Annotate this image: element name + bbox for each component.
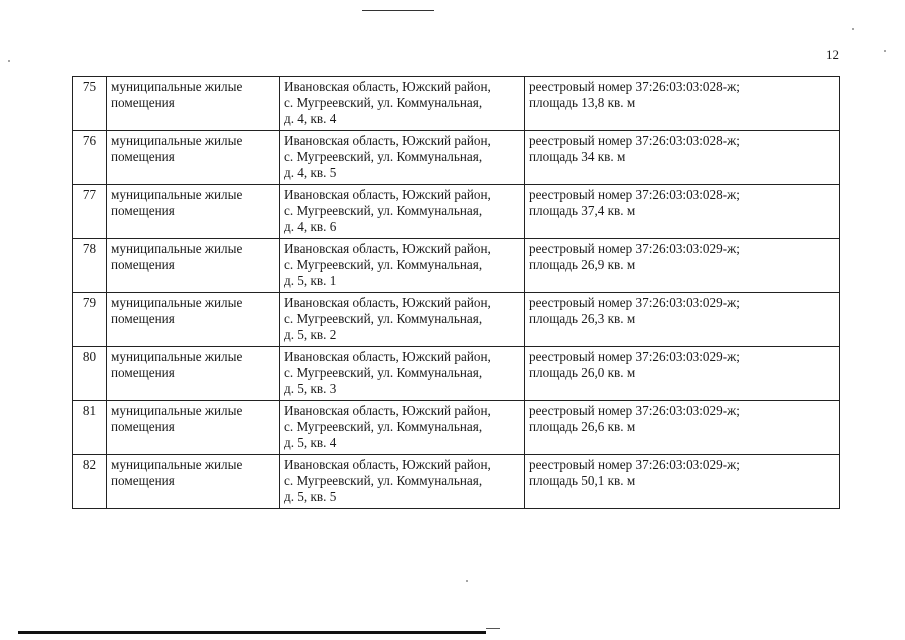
bottom-rule — [18, 631, 486, 634]
property-details: реестровый номер 37:26:03:03:029-ж; площадь 50,1 кв. м — [525, 455, 840, 509]
property-type: муниципальные жилые помещения — [107, 77, 280, 131]
property-address: Ивановская область, Южский район, с. Мугреевский, ул. Коммунальная, д. 5, кв. 1 — [280, 239, 525, 293]
row-number: 81 — [73, 401, 107, 455]
property-type: муниципальные жилые помещения — [107, 347, 280, 401]
property-details: реестровый номер 37:26:03:03:028-ж; площадь 37,4 кв. м — [525, 185, 840, 239]
table-row — [73, 401, 840, 455]
row-number: 75 — [73, 77, 107, 131]
table-row — [73, 131, 840, 185]
scan-speck — [8, 60, 10, 62]
table-row — [73, 239, 840, 293]
page-number: 12 — [826, 47, 839, 62]
bottom-rule-fragment — [486, 628, 500, 629]
row-number: 80 — [73, 347, 107, 401]
property-type: муниципальные жилые помещения — [107, 185, 280, 239]
table-body — [73, 77, 840, 509]
property-type: муниципальные жилые помещения — [107, 401, 280, 455]
property-address: Ивановская область, Южский район, с. Мугреевский, ул. Коммунальная, д. 4, кв. 4 — [280, 77, 525, 131]
table-row — [73, 185, 840, 239]
scan-speck — [852, 28, 854, 30]
property-details: реестровый номер 37:26:03:03:029-ж; площадь 26,9 кв. м — [525, 239, 840, 293]
table-row — [73, 347, 840, 401]
property-type: муниципальные жилые помещения — [107, 131, 280, 185]
property-details: реестровый номер 37:26:03:03:028-ж; площадь 13,8 кв. м — [525, 77, 840, 131]
property-address: Ивановская область, Южский район, с. Мугреевский, ул. Коммунальная, д. 4, кв. 5 — [280, 131, 525, 185]
scan-speck — [466, 580, 468, 582]
row-number: 79 — [73, 293, 107, 347]
row-number: 82 — [73, 455, 107, 509]
row-number: 76 — [73, 131, 107, 185]
property-address: Ивановская область, Южский район, с. Мугреевский, ул. Коммунальная, д. 5, кв. 3 — [280, 347, 525, 401]
property-details: реестровый номер 37:26:03:03:029-ж; площадь 26,3 кв. м — [525, 293, 840, 347]
table-row — [73, 293, 840, 347]
top-rule — [362, 10, 434, 11]
property-type: муниципальные жилые помещения — [107, 455, 280, 509]
property-address: Ивановская область, Южский район, с. Мугреевский, ул. Коммунальная, д. 4, кв. 6 — [280, 185, 525, 239]
property-address: Ивановская область, Южский район, с. Мугреевский, ул. Коммунальная, д. 5, кв. 4 — [280, 401, 525, 455]
row-number: 78 — [73, 239, 107, 293]
property-type: муниципальные жилые помещения — [107, 239, 280, 293]
property-address: Ивановская область, Южский район, с. Мугреевский, ул. Коммунальная, д. 5, кв. 2 — [280, 293, 525, 347]
row-number: 77 — [73, 185, 107, 239]
table-row — [73, 77, 840, 131]
table-row — [73, 455, 840, 509]
property-registry-table — [72, 76, 840, 509]
property-type: муниципальные жилые помещения — [107, 293, 280, 347]
property-details: реестровый номер 37:26:03:03:028-ж; площадь 34 кв. м — [525, 131, 840, 185]
property-details: реестровый номер 37:26:03:03:029-ж; площадь 26,6 кв. м — [525, 401, 840, 455]
property-address: Ивановская область, Южский район, с. Мугреевский, ул. Коммунальная, д. 5, кв. 5 — [280, 455, 525, 509]
scan-speck — [884, 50, 886, 52]
property-details: реестровый номер 37:26:03:03:029-ж; площадь 26,0 кв. м — [525, 347, 840, 401]
